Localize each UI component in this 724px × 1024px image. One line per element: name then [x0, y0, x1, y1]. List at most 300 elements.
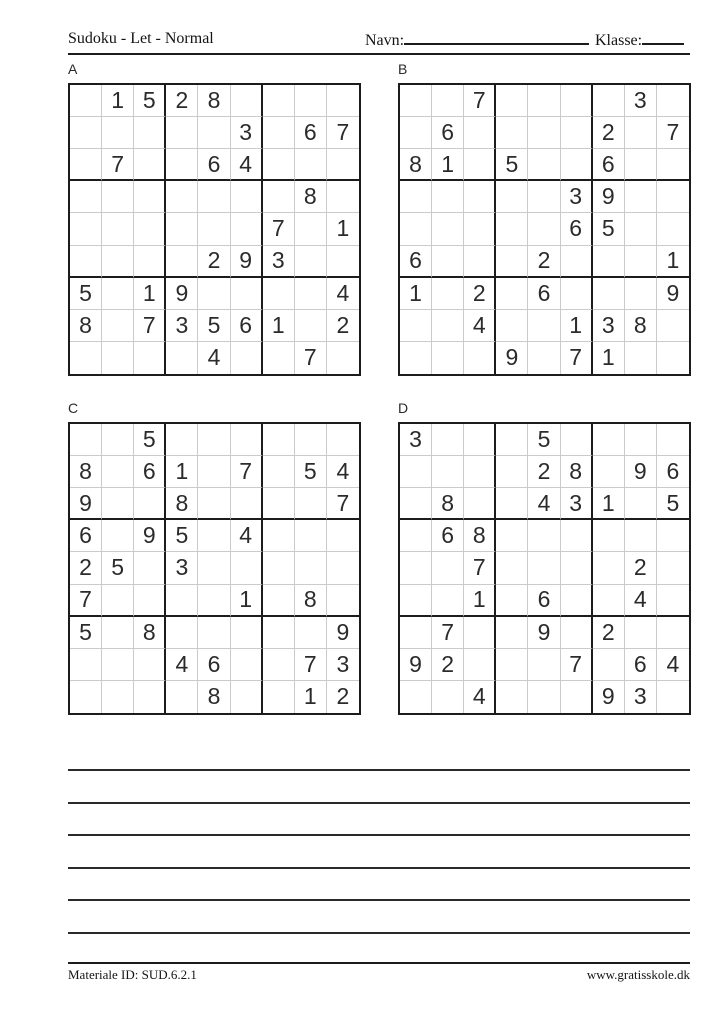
sudoku-cell: 1 [432, 149, 464, 181]
sudoku-cell: 5 [134, 424, 166, 456]
sudoku-cell: 7 [561, 649, 593, 681]
sudoku-cell: 2 [166, 85, 198, 117]
sudoku-cell [625, 520, 657, 552]
header-divider [68, 53, 690, 55]
sudoku-cell: 2 [70, 552, 102, 584]
sudoku-cell [102, 488, 134, 520]
sudoku-cell [528, 181, 560, 213]
sudoku-cell: 8 [295, 181, 327, 213]
sudoku-cell [166, 617, 198, 649]
name-label: Navn: [365, 32, 405, 49]
sudoku-cell [327, 520, 359, 552]
sudoku-cell [198, 181, 230, 213]
sudoku-cell [593, 520, 625, 552]
sudoku-cell [464, 617, 496, 649]
sudoku-cell [198, 278, 230, 310]
sudoku-cell: 7 [432, 617, 464, 649]
sudoku-cell [70, 424, 102, 456]
sudoku-cell [528, 149, 560, 181]
sudoku-cell [464, 488, 496, 520]
sudoku-cell [496, 310, 528, 342]
sudoku-cell: 3 [166, 310, 198, 342]
sudoku-cell [496, 585, 528, 617]
sudoku-cell [295, 213, 327, 245]
sudoku-grid [68, 83, 361, 376]
sudoku-cell [327, 552, 359, 584]
sudoku-cell: 3 [625, 681, 657, 713]
sudoku-cell: 1 [102, 85, 134, 117]
sudoku-cell [400, 520, 432, 552]
sudoku-cell [400, 117, 432, 149]
sudoku-cell [657, 85, 689, 117]
sudoku-cell [400, 342, 432, 374]
sudoku-cell: 6 [134, 456, 166, 488]
sudoku-cell [432, 342, 464, 374]
sudoku-cell [295, 278, 327, 310]
sudoku-cell [528, 681, 560, 713]
sudoku-cell [295, 246, 327, 278]
sudoku-cell: 8 [464, 520, 496, 552]
sudoku-cell [400, 585, 432, 617]
sudoku-cell [464, 424, 496, 456]
sudoku-cell: 9 [593, 681, 625, 713]
sudoku-cell [400, 488, 432, 520]
sudoku-cell [263, 117, 295, 149]
sudoku-cell: 6 [198, 649, 230, 681]
sudoku-cell [432, 246, 464, 278]
sudoku-cell: 5 [166, 520, 198, 552]
sudoku-cell: 7 [263, 213, 295, 245]
sudoku-cell [70, 181, 102, 213]
sudoku-cell: 1 [593, 342, 625, 374]
sudoku-cell [432, 456, 464, 488]
sudoku-cell [657, 310, 689, 342]
sudoku-cell: 4 [198, 342, 230, 374]
sudoku-cell [231, 681, 263, 713]
sudoku-cell [400, 681, 432, 713]
sudoku-cell [134, 213, 166, 245]
sudoku-cell [231, 278, 263, 310]
class-blank-line [642, 30, 684, 45]
sudoku-cell: 7 [464, 85, 496, 117]
sudoku-cell [657, 342, 689, 374]
sudoku-cell [657, 213, 689, 245]
sudoku-cell: 3 [593, 310, 625, 342]
sudoku-cell [263, 342, 295, 374]
sudoku-cell [102, 681, 134, 713]
sudoku-cell: 2 [625, 552, 657, 584]
sudoku-cell [231, 181, 263, 213]
sudoku-cell [327, 246, 359, 278]
sudoku-cell [496, 85, 528, 117]
sudoku-cell [561, 246, 593, 278]
sudoku-cell: 6 [593, 149, 625, 181]
sudoku-cell: 8 [198, 681, 230, 713]
sudoku-cell [496, 424, 528, 456]
sudoku-cell [464, 213, 496, 245]
sudoku-cell: 2 [336, 683, 350, 710]
class-label: Klasse: [595, 32, 643, 49]
sudoku-cell [657, 681, 689, 713]
sudoku-cell [464, 649, 496, 681]
sudoku-cell: 7 [295, 649, 327, 681]
sudoku-cell: 2 [464, 278, 496, 310]
writing-line [68, 769, 690, 771]
sudoku-cell [432, 424, 464, 456]
sudoku-cell [166, 342, 198, 374]
sudoku-cell: 7 [327, 488, 359, 520]
material-id: Materiale ID: SUD.6.2.1 [68, 967, 197, 982]
sudoku-cell [432, 681, 464, 713]
sudoku-cell [464, 246, 496, 278]
sudoku-cell: 6 [198, 149, 230, 181]
sudoku-cell: 1 [400, 278, 432, 310]
sudoku-cell [263, 585, 295, 617]
sudoku-cell [464, 181, 496, 213]
sudoku-cell: 5 [295, 456, 327, 488]
sudoku-cell [496, 213, 528, 245]
sudoku-cell [134, 342, 166, 374]
sudoku-cell: 1 [231, 585, 263, 617]
sudoku-cell: 7 [464, 552, 496, 584]
sudoku-cell [593, 456, 625, 488]
sudoku-cell [70, 342, 102, 374]
sudoku-cell [657, 552, 689, 584]
sudoku-cell: 9 [496, 342, 528, 374]
sudoku-cell [561, 585, 593, 617]
sudoku-cell: 1 [263, 310, 295, 342]
sudoku-cell: 1 [134, 278, 166, 310]
sudoku-cell: 7 [102, 149, 134, 181]
sudoku-cell: 2 [432, 649, 464, 681]
sudoku-cell [528, 520, 560, 552]
sudoku-cell [102, 649, 134, 681]
sudoku-cell [625, 488, 657, 520]
sudoku-cell: 6 [231, 310, 263, 342]
sudoku-grid [398, 422, 691, 715]
sudoku-cell: 7 [327, 117, 359, 149]
sudoku-cell [295, 617, 327, 649]
sudoku-cell [134, 552, 166, 584]
sudoku-cell [464, 456, 496, 488]
sudoku-cell: 1 [593, 488, 625, 520]
sudoku-cell [496, 520, 528, 552]
sudoku-cell: 9 [134, 520, 166, 552]
sudoku-cell [70, 649, 102, 681]
sudoku-cell: 2 [528, 246, 560, 278]
sudoku-cell: 3 [327, 649, 359, 681]
sudoku-cell [432, 310, 464, 342]
sudoku-cell [102, 181, 134, 213]
sudoku-cell: 3 [625, 85, 657, 117]
sudoku-cell [70, 246, 102, 278]
sudoku-cell [657, 424, 689, 456]
sudoku-cell [263, 85, 295, 117]
sudoku-cell: 9 [528, 617, 560, 649]
sudoku-cell [166, 681, 198, 713]
class-field [595, 30, 684, 50]
sudoku-cell [198, 520, 230, 552]
writing-line [68, 899, 690, 901]
sudoku-cell [464, 342, 496, 374]
puzzle-d [398, 400, 691, 715]
sudoku-cell [198, 424, 230, 456]
sudoku-cell [102, 617, 134, 649]
sudoku-cell [625, 342, 657, 374]
sudoku-cell [70, 681, 102, 713]
sudoku-cell: 3 [561, 181, 593, 213]
sudoku-cell [400, 181, 432, 213]
sudoku-cell: 9 [327, 617, 359, 649]
sudoku-cell [593, 278, 625, 310]
footer-divider [68, 962, 690, 964]
sudoku-cell [198, 552, 230, 584]
sudoku-cell [102, 520, 134, 552]
sudoku-cell: 9 [400, 649, 432, 681]
sudoku-cell [231, 649, 263, 681]
sudoku-cell [295, 310, 327, 342]
sudoku-cell [295, 85, 327, 117]
sudoku-cell [198, 617, 230, 649]
writing-line [68, 867, 690, 869]
sudoku-cell [295, 520, 327, 552]
sudoku-cell [528, 85, 560, 117]
sudoku-cell [263, 424, 295, 456]
sudoku-cell [166, 149, 198, 181]
sudoku-cell [593, 585, 625, 617]
sudoku-cell: 8 [400, 149, 432, 181]
sudoku-cell [464, 117, 496, 149]
sudoku-cell [295, 552, 327, 584]
sudoku-cell [657, 149, 689, 181]
sudoku-cell [496, 456, 528, 488]
sudoku-cell [432, 213, 464, 245]
sudoku-cell: 3 [231, 117, 263, 149]
sudoku-cell: 5 [657, 488, 689, 520]
sudoku-cell [496, 246, 528, 278]
sudoku-cell [400, 552, 432, 584]
sudoku-cell [295, 149, 327, 181]
sudoku-cell [561, 278, 593, 310]
sudoku-cell [231, 213, 263, 245]
sudoku-cell [561, 85, 593, 117]
sudoku-cell: 6 [295, 117, 327, 149]
sudoku-cell: 3 [561, 488, 593, 520]
sudoku-cell [134, 585, 166, 617]
sudoku-cell: 4 [657, 649, 689, 681]
sudoku-cell: 1 [657, 246, 689, 278]
sudoku-cell [102, 310, 134, 342]
sudoku-cell [625, 424, 657, 456]
sudoku-cell [561, 424, 593, 456]
sudoku-cell [102, 342, 134, 374]
sudoku-cell [263, 149, 295, 181]
sudoku-cell: 5 [528, 424, 560, 456]
sudoku-cell: 9 [166, 278, 198, 310]
sudoku-cell [400, 85, 432, 117]
sudoku-cell [593, 552, 625, 584]
sudoku-cell: 1 [327, 213, 359, 245]
sudoku-cell: 8 [432, 488, 464, 520]
sudoku-cell [400, 617, 432, 649]
sudoku-cell [134, 117, 166, 149]
puzzle-a [68, 61, 361, 376]
sudoku-cell [496, 552, 528, 584]
sudoku-cell [593, 85, 625, 117]
sudoku-grid [68, 422, 361, 715]
sudoku-cell [625, 278, 657, 310]
sudoku-cell: 8 [625, 310, 657, 342]
sudoku-cell [625, 617, 657, 649]
sudoku-cell [263, 488, 295, 520]
sudoku-cell [231, 342, 263, 374]
sudoku-cell [561, 117, 593, 149]
puzzle-label: C [68, 400, 79, 416]
sudoku-cell [134, 246, 166, 278]
sudoku-cell [166, 424, 198, 456]
sudoku-cell [496, 117, 528, 149]
sudoku-cell [134, 649, 166, 681]
sudoku-cell [496, 181, 528, 213]
sudoku-cell [625, 246, 657, 278]
sudoku-cell: 8 [134, 617, 166, 649]
sudoku-cell [625, 149, 657, 181]
sudoku-cell: 9 [625, 456, 657, 488]
sudoku-cell: 4 [231, 520, 263, 552]
sudoku-cell: 2 [528, 456, 560, 488]
sudoku-cell [102, 278, 134, 310]
sudoku-cell: 4 [464, 681, 496, 713]
sudoku-cell: 5 [134, 85, 166, 117]
sudoku-cell [231, 617, 263, 649]
sudoku-cell: 1 [295, 681, 327, 713]
sudoku-cell [625, 117, 657, 149]
sudoku-cell [625, 181, 657, 213]
sudoku-cell [657, 181, 689, 213]
sudoku-cell: 9 [657, 278, 689, 310]
sudoku-cell [432, 181, 464, 213]
sudoku-cell [528, 552, 560, 584]
puzzle-b [398, 61, 691, 376]
sudoku-cell: 6 [528, 585, 560, 617]
sudoku-cell: 1 [561, 310, 593, 342]
sudoku-cell [657, 617, 689, 649]
writing-line [68, 802, 690, 804]
sudoku-cell [400, 456, 432, 488]
sudoku-cell [561, 520, 593, 552]
sudoku-cell [295, 488, 327, 520]
sudoku-cell: 4 [231, 149, 263, 181]
sudoku-cell [432, 585, 464, 617]
sudoku-cell [561, 552, 593, 584]
sudoku-cell [496, 681, 528, 713]
sudoku-cell [657, 520, 689, 552]
sudoku-cell [657, 585, 689, 617]
sudoku-cell [528, 117, 560, 149]
sudoku-cell: 7 [295, 342, 327, 374]
sudoku-cell: 9 [231, 246, 263, 278]
puzzle-c [68, 400, 361, 715]
sudoku-cell [231, 552, 263, 584]
name-blank-line [404, 30, 589, 45]
sudoku-cell [625, 213, 657, 245]
sudoku-cell [198, 456, 230, 488]
sudoku-cell: 8 [70, 310, 102, 342]
sudoku-cell [166, 117, 198, 149]
sudoku-cell [528, 342, 560, 374]
sudoku-cell: 4 [327, 278, 359, 310]
sudoku-cell: 5 [70, 617, 102, 649]
sudoku-cell [263, 456, 295, 488]
sudoku-cell [263, 681, 295, 713]
puzzle-label: A [68, 61, 78, 77]
sudoku-cell [295, 424, 327, 456]
page-title: Sudoku - Let - Normal [68, 30, 214, 47]
sudoku-cell: 2 [593, 117, 625, 149]
website-link: www.gratisskole.dk [586, 967, 690, 982]
sudoku-cell [496, 617, 528, 649]
sudoku-cell: 2 [593, 617, 625, 649]
writing-line [68, 932, 690, 934]
sudoku-cell: 6 [625, 649, 657, 681]
sudoku-cell [432, 85, 464, 117]
sudoku-grid [398, 83, 691, 376]
sudoku-cell [327, 342, 359, 374]
sudoku-cell [166, 246, 198, 278]
sudoku-cell: 8 [198, 85, 230, 117]
sudoku-cell: 7 [70, 585, 102, 617]
sudoku-cell: 5 [198, 310, 230, 342]
sudoku-cell [134, 149, 166, 181]
sudoku-cell: 4 [327, 456, 359, 488]
sudoku-cell [432, 278, 464, 310]
sudoku-cell [496, 649, 528, 681]
sudoku-cell [593, 649, 625, 681]
sudoku-cell [561, 149, 593, 181]
sudoku-cell: 6 [432, 520, 464, 552]
sudoku-cell: 1 [464, 585, 496, 617]
sudoku-cell [496, 278, 528, 310]
sudoku-cell: 6 [561, 213, 593, 245]
sudoku-cell [134, 488, 166, 520]
sudoku-cell [198, 488, 230, 520]
sudoku-cell [134, 681, 166, 713]
sudoku-cell: 7 [561, 342, 593, 374]
sudoku-cell [102, 246, 134, 278]
sudoku-cell: 9 [70, 488, 102, 520]
sudoku-cell [70, 149, 102, 181]
writing-line [68, 834, 690, 836]
sudoku-cell [198, 213, 230, 245]
sudoku-cell: 6 [528, 278, 560, 310]
sudoku-cell [327, 149, 359, 181]
sudoku-cell: 4 [166, 649, 198, 681]
sudoku-cell: 8 [295, 585, 327, 617]
sudoku-cell: 7 [231, 456, 263, 488]
sudoku-cell [198, 585, 230, 617]
sudoku-cell [593, 246, 625, 278]
sudoku-cell: 3 [166, 552, 198, 584]
sudoku-cell [561, 617, 593, 649]
sudoku-cell [432, 552, 464, 584]
sudoku-cell [528, 649, 560, 681]
page-footer [68, 967, 690, 983]
sudoku-cell [198, 117, 230, 149]
sudoku-cell: 3 [400, 424, 432, 456]
sudoku-cell [528, 213, 560, 245]
sudoku-cell: 5 [102, 552, 134, 584]
sudoku-cell: 8 [70, 456, 102, 488]
